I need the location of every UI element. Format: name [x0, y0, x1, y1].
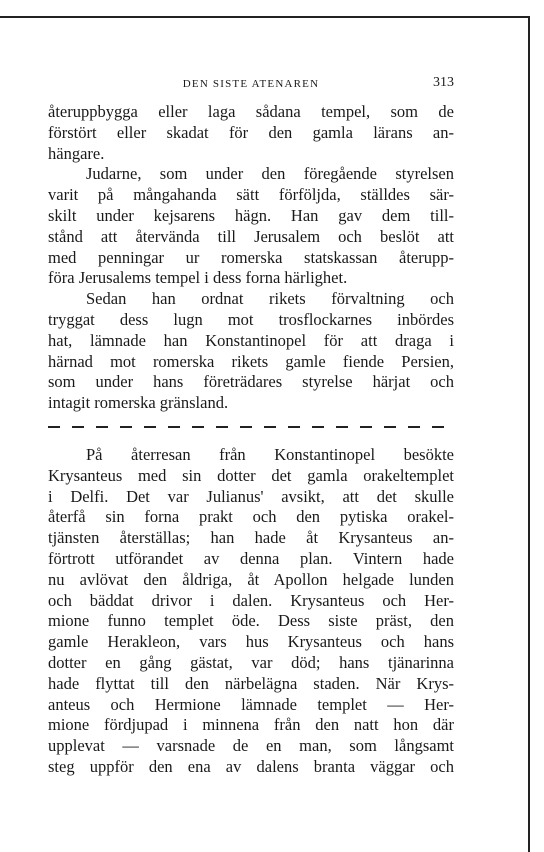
text-line: återfå sin forna prakt och den pytiska orakel- — [48, 507, 454, 527]
text-line: På återresan från Konstantinopel besökte — [86, 444, 454, 464]
text-line: anteus och Hermione lämnade templet — Her- — [48, 694, 454, 714]
text-line: som under hans företrädares styrelse härjat och — [48, 372, 454, 392]
paragraph-1 — [48, 102, 454, 164]
page-number: 313 — [433, 75, 454, 90]
page-header — [48, 76, 454, 94]
page-right-edge — [528, 16, 530, 852]
text-line: i Delfi. Det var Julianus' avsikt, att det skulle — [48, 486, 454, 506]
text-line: och bäddat drivor i dalen. Krysanteus och Her- — [48, 590, 454, 610]
text-line: föra Jerusalems tempel i dess forna härlighet. — [48, 268, 348, 288]
text-line: tryggat dess lugn mot trosflockarnes inbördes — [48, 309, 454, 329]
text-line: varit på mångahanda sätt förföljda, ställdes sär- — [48, 185, 454, 205]
paragraph-2 — [48, 164, 454, 289]
running-title: DEN SISTE ATENAREN — [182, 78, 320, 90]
text-line: mione funno templet öde. Dess siste präst, den — [48, 611, 454, 631]
text-line: hat, lämnade han Konstantinopel för att draga i — [48, 330, 454, 350]
text-line: stånd att återvända till Jerusalem och beslöt att — [48, 226, 454, 246]
text-line: steg uppför den ena av dalens branta väggar och — [48, 756, 454, 776]
text-line: Krysanteus med sin dotter det gamla orakeltemplet — [48, 465, 454, 485]
text-line: intagit romerska gränsland. — [48, 393, 229, 413]
text-line: skilt under kejsarens hägn. Han gav dem till- — [48, 205, 454, 225]
text-line: hängare. — [48, 143, 105, 163]
text-line: återuppbygga eller laga sådana tempel, som de — [48, 102, 454, 121]
page-top-edge — [0, 16, 530, 18]
section-break-dashes — [48, 418, 454, 439]
text-line: Judarne, som under den föregående styrelsen — [86, 164, 454, 184]
text-line: dotter en gång gästat, var död; hans tjänarinna — [48, 652, 454, 672]
paragraph-4 — [48, 445, 454, 778]
text-line: hade flyttat till den närbelägna staden. När Krys- — [48, 673, 454, 693]
text-line: upplevat — varsnade de en man, som långsamt — [48, 736, 454, 756]
text-line: tjänsten återställas; han hade åt Krysanteus an- — [48, 528, 454, 548]
text-line: mione fördjupad i minnena från den natt hon där — [48, 715, 454, 735]
text-line: Sedan han ordnat rikets förvaltning och — [86, 289, 454, 309]
text-line: förstört eller skadat för den gamla lärans an- — [48, 122, 454, 142]
dashed-divider — [48, 426, 454, 428]
text-line: nu avlövat den åldriga, åt Apollon helgade lunden — [48, 569, 454, 589]
paragraph-3 — [48, 289, 454, 414]
text-line: förtrott utförandet av denna plan. Vintern hade — [48, 548, 454, 568]
text-line: med penningar ur romerska statskassan återupp- — [48, 247, 454, 267]
text-line: härnad mot romerska rikets gamle fiende Persien, — [48, 351, 454, 371]
body-text — [48, 102, 454, 778]
text-line: gamle Herakleon, vars hus Krysanteus och hans — [48, 632, 454, 652]
